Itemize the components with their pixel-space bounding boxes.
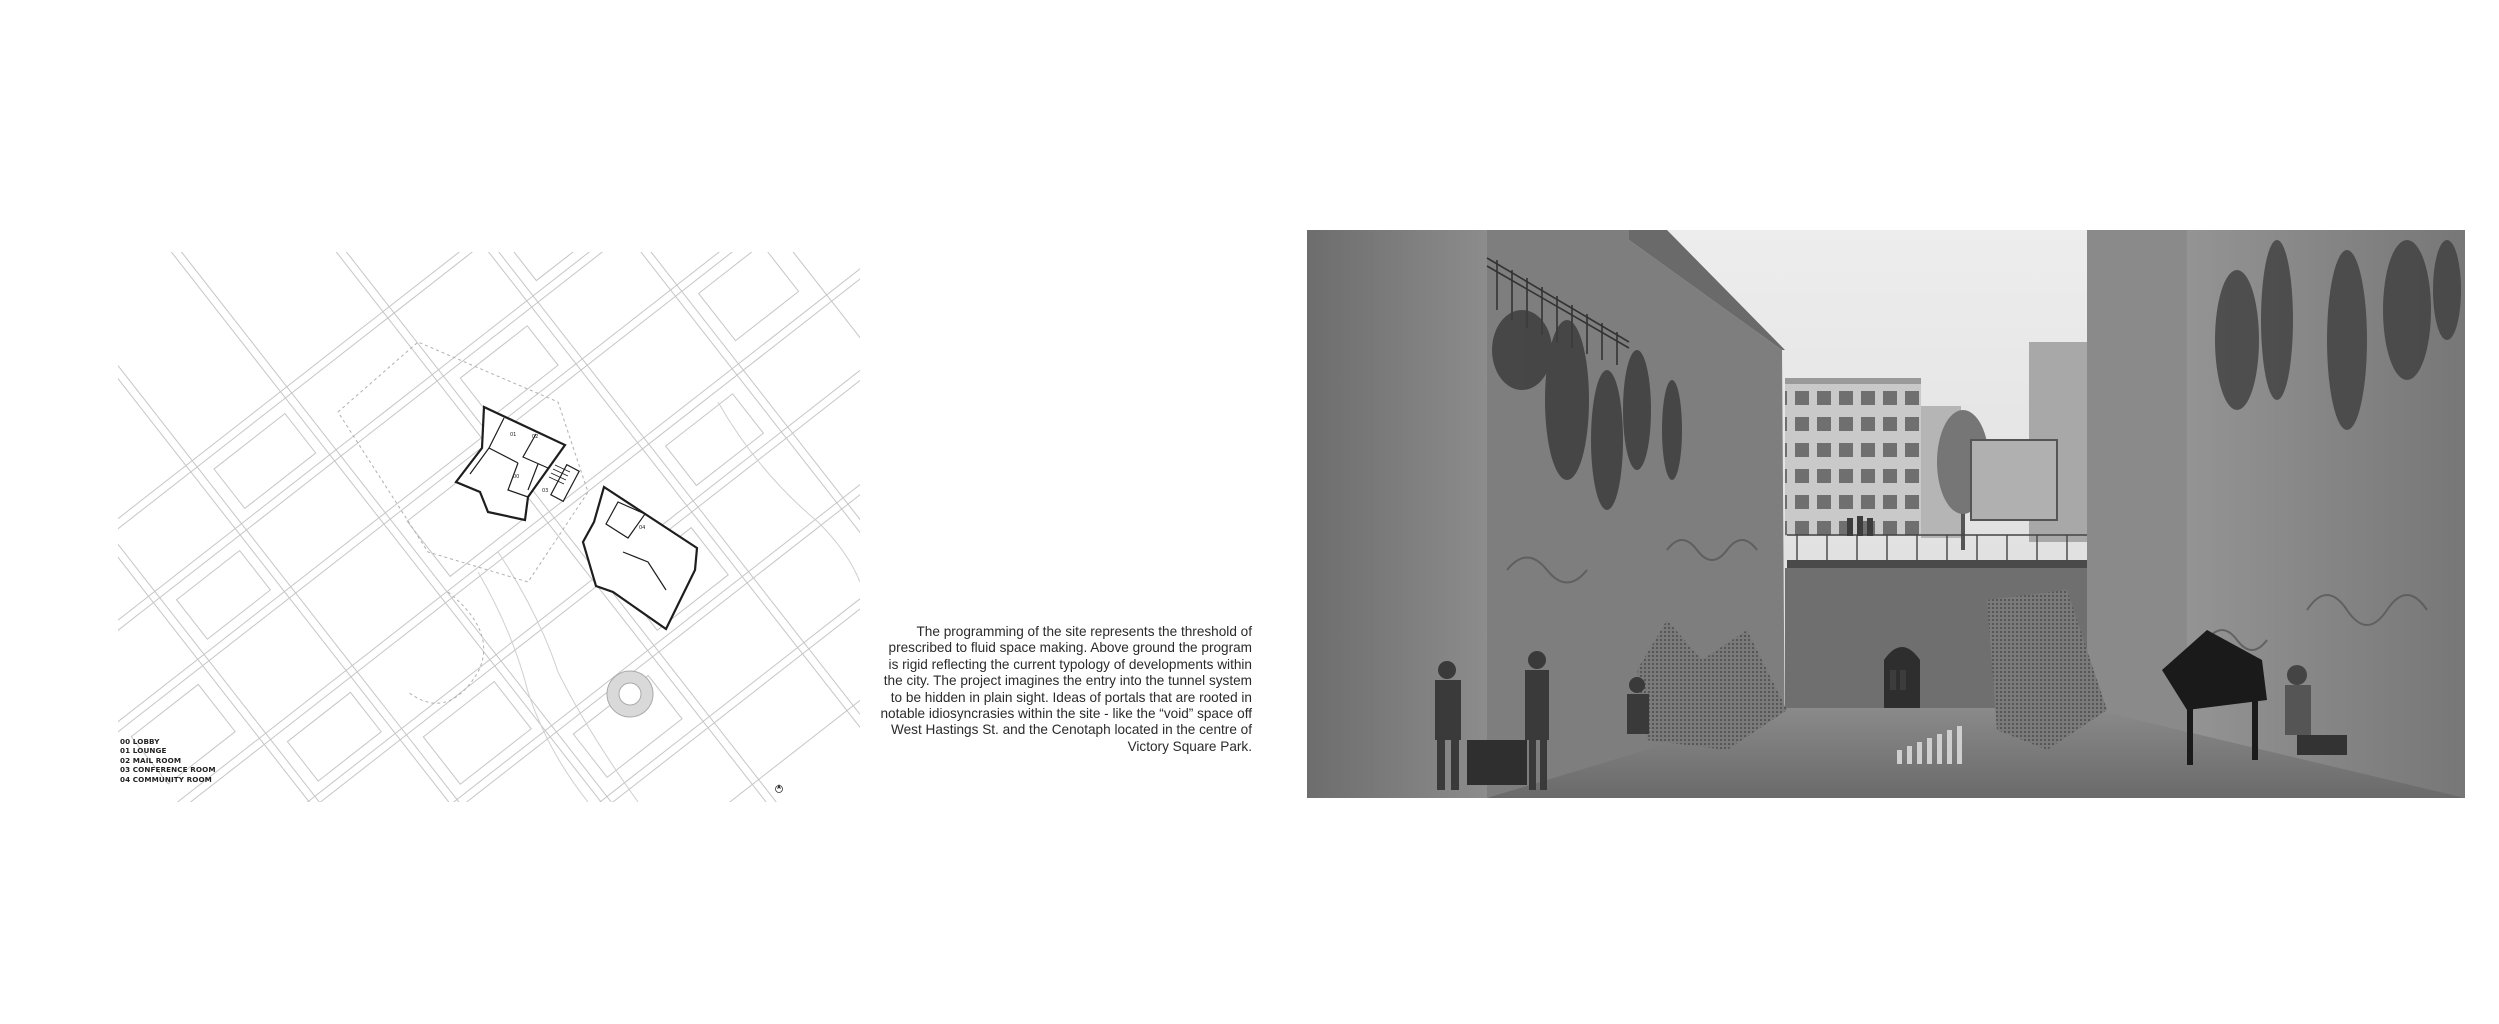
alley-perspective-rendering [1307, 230, 2465, 798]
scale-bar [770, 780, 852, 800]
room-tag-03: 03 [542, 488, 549, 494]
room-tag-01: 01 [510, 432, 517, 438]
room-tag-00: 00 [513, 474, 520, 480]
site-plan-linework [118, 252, 860, 802]
room-legend [120, 737, 216, 784]
site-plan-drawing [118, 252, 860, 802]
legend-item-conference-room: 03 CONFERENCE ROOM [120, 765, 216, 775]
legend-item-lounge: 01 LOUNGE [120, 746, 167, 756]
room-tag-04: 04 [639, 525, 646, 531]
legend-item-lobby: 00 LOBBY [120, 737, 160, 746]
room-tag-02: 02 [532, 434, 539, 440]
rendering-image [1307, 230, 2465, 798]
project-description: The programming of the site represents the threshold of prescribed to fluid space making. Above ground the program is rigid reflecting the current typology of developments within the city. The project imagines the entry into the tunnel system to be hidden in plain sight. Ideas of portals that are rooted in notable idiosyncrasies within the site - like the “void” space off West Hastings St. and the Cenotaph located in the centre of Victory Square Park. [880, 624, 1252, 754]
cenotaph-circle [607, 671, 653, 717]
project-building-outline [456, 407, 697, 629]
legend-item-mail-room: 02 MAIL ROOM [120, 755, 182, 765]
legend-item-community-room: 04 COMMUNITY ROOM [120, 774, 212, 784]
